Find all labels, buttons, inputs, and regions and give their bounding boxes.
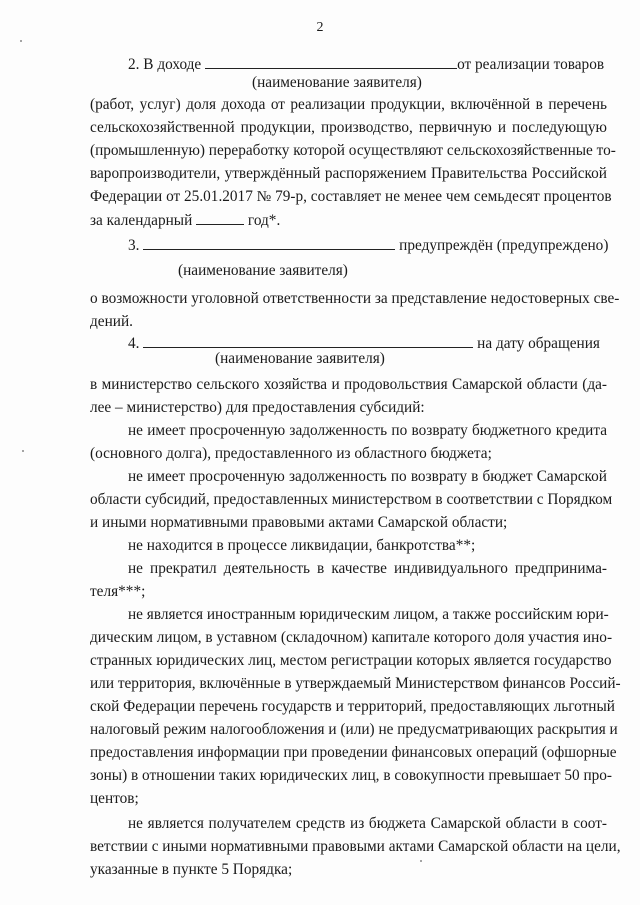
p4-intro-line: в министерство сельского хозяйства и продовольствия Самарской области (да-: [90, 376, 607, 393]
p2-line: сельскохозяйственной продукции, производство, первичную и последующую: [90, 119, 607, 136]
p4-applicant-blank[interactable]: [143, 334, 473, 348]
p3-suffix: предупреждён (предупреждено): [399, 237, 609, 254]
p2-applicant-blank[interactable]: [205, 55, 457, 69]
p4-item-line: ветствии с иными нормативными правовыми актами Самарской области на цели,: [90, 838, 621, 855]
p4-item-line: или территория, включённые в утверждаемый Министерством финансов Россий-: [90, 675, 621, 692]
p2-line: (работ, услуг) доля дохода от реализации продукции, включённой в перечень: [90, 96, 607, 113]
p3-applicant-blank[interactable]: [143, 236, 395, 250]
p4-item-line: дическим лицом, в уставном (складочном) капитале которого доля участия ино-: [90, 629, 613, 646]
p2-line: Федерации от 25.01.2017 № 79-р, составляет не менее чем семьдесят процентов: [90, 188, 612, 205]
scan-speck: [20, 40, 22, 42]
p2-last-prefix: за календарный: [90, 212, 193, 229]
p2-heading-line: [128, 55, 607, 74]
scan-speck: [22, 450, 24, 452]
year-blank[interactable]: [196, 211, 244, 225]
p2-line: (промышленную) переработку которой осуществляют сельскохозяйственные то-: [90, 142, 616, 159]
p3-caption: (наименование заявителя): [178, 262, 348, 279]
page-number: 2: [316, 20, 324, 35]
p4-item-line: не находится в процессе ликвидации, банкротства**;: [128, 537, 476, 554]
p4-prefix: 4.: [128, 335, 140, 352]
p4-item-line: области субсидий, предоставленных министерством в соответствии с Порядком: [90, 491, 613, 508]
p3-prefix: 3.: [128, 237, 140, 254]
p4-item-line: не имеет просроченную задолженность по возврату бюджетного кредита: [128, 422, 607, 439]
p3-line: дений.: [90, 313, 133, 330]
p2-suffix: от реализации товаров: [457, 56, 605, 73]
p3-heading-line: [128, 236, 607, 255]
p4-item-line: предоставления информации при проведении финансовых операций (офшорные: [90, 744, 617, 761]
scan-speck: [420, 860, 422, 862]
p2-caption: (наименование заявителя): [252, 74, 422, 91]
p2-prefix: 2. В доходе: [128, 56, 202, 73]
p4-item-line: странных юридических лиц, местом регистрации которых является государство: [90, 652, 612, 669]
p3-line: о возможности уголовной ответственности за представление недостоверных све-: [90, 290, 620, 307]
p4-item-line: (основного долга), предоставленного из областного бюджета;: [90, 445, 492, 462]
p4-item-line: указанные в пункте 5 Порядка;: [90, 861, 293, 878]
p4-caption: (наименование заявителя): [215, 350, 385, 367]
p4-item-line: зоны) в отношении таких юридических лиц, в совокупности превышает 50 про-: [90, 767, 613, 784]
p2-line: варопроизводители, утверждённый распоряжением Правительства Российской: [90, 165, 607, 182]
p2-last-suffix: год*.: [247, 212, 281, 229]
p4-item-line: и иными нормативными правовыми актами Самарской области;: [90, 514, 508, 531]
p4-item-line: не является получателем средств из бюджета Самарской области в соот-: [128, 815, 607, 832]
p4-item-line: не является иностранным юридическим лицом, а также российским юри-: [128, 606, 609, 623]
p4-item-line: налоговый режим налогообложения и (или) не предусматривающих раскрытия и: [90, 721, 618, 738]
p2-last-line: [90, 211, 607, 230]
p4-item-line: не прекратил деятельность в качестве индивидуального предпринима-: [128, 560, 607, 577]
p4-suffix: на дату обращения: [477, 335, 600, 352]
p4-item-line: центов;: [90, 790, 139, 807]
p4-item-line: теля***;: [90, 583, 146, 600]
p4-item-line: ской Федерации перечень государств и территорий, предоставляющих льготный: [90, 698, 615, 715]
p4-intro-line: лее – министерство) для предоставления субсидий:: [90, 399, 425, 416]
p4-item-line: не имеет просроченную задолженность по возврату в бюджет Самарской: [128, 468, 607, 485]
